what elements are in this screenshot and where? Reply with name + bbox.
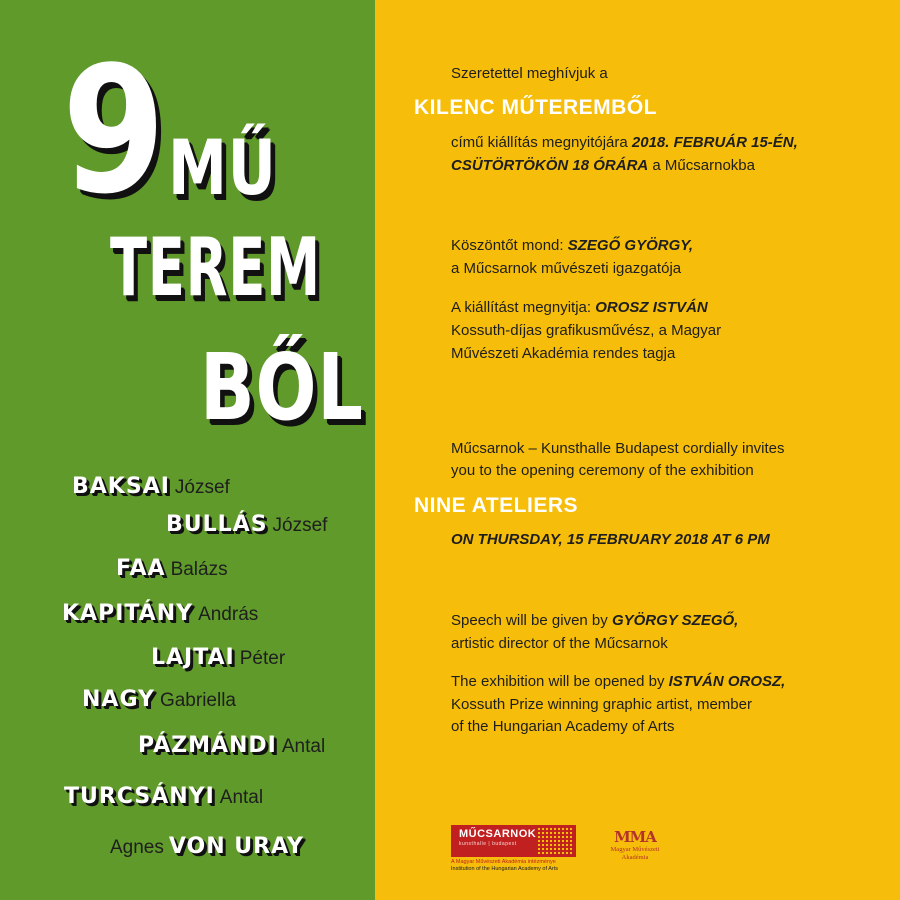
- hu-exhibition-title: KILENC MŰTEREMBŐL: [414, 96, 657, 119]
- artist-given-name: József: [272, 515, 328, 536]
- hu-greeting-role: a Műcsarnok művészeti igazgatója: [451, 260, 682, 277]
- en-speech-role: artistic director of the Műcsarnok: [451, 635, 668, 652]
- artist-surname: TURCSÁNYI: [64, 784, 215, 809]
- en-opener-role-1: Kossuth Prize winning graphic artist, member: [451, 696, 752, 713]
- en-date: ON THURSDAY, 15 FEBRUARY 2018 AT 6 PM: [451, 531, 770, 548]
- artist-given-name: József: [174, 477, 230, 498]
- title-line-3: BŐL: [200, 334, 364, 441]
- hu-opener-role-1: Kossuth-díjas grafikusművész, a Magyar: [451, 322, 722, 339]
- hu-opener-name: OROSZ ISTVÁN: [595, 299, 708, 316]
- artist-surname: BAKSAI: [72, 474, 170, 499]
- artist-given-name: Antal: [219, 787, 264, 808]
- hu-greeting: [451, 235, 693, 257]
- mucsarnok-logo: [451, 825, 576, 873]
- artist-given-name: Agnes: [110, 837, 164, 858]
- text: The exhibition will be opened by: [451, 673, 669, 690]
- en-invite-1: Műcsarnok – Kunsthalle Budapest cordially invites: [451, 440, 785, 457]
- hu-greeting-name: SZEGŐ GYÖRGY,: [567, 237, 694, 254]
- hu-time: CSÜTÖRTÖKÖN 18 ÓRÁRA: [451, 157, 649, 174]
- title-number: 9: [62, 30, 167, 233]
- mma-name-1: Magyar Művészeti: [610, 846, 660, 853]
- artist-kapitany: [62, 601, 258, 626]
- en-opener-name: ISTVÁN OROSZ,: [668, 673, 786, 690]
- hu-opener-role-2: Művészeti Akadémia rendes tagja: [451, 345, 676, 362]
- artist-surname: PÁZMÁNDI: [138, 733, 277, 758]
- artist-surname: NAGY: [82, 687, 155, 712]
- text: Köszöntőt mond:: [451, 237, 568, 254]
- artist-surname: FAA: [116, 556, 166, 581]
- hu-opener: [451, 297, 708, 319]
- artist-faa: [116, 556, 228, 581]
- text: Speech will be given by: [451, 612, 612, 629]
- title-line-1: MŰ: [168, 123, 277, 212]
- artist-nagy: [82, 687, 236, 712]
- hu-invite: Szeretettel meghívjuk a: [451, 65, 608, 82]
- hu-date-line-2: [451, 155, 755, 177]
- text: A kiállítást megnyitja:: [451, 299, 596, 316]
- artist-given-name: Péter: [239, 648, 286, 669]
- en-speech-name: GYÖRGY SZEGŐ,: [611, 612, 739, 629]
- hu-date-line-1: [451, 132, 798, 154]
- en-opener: [451, 671, 785, 693]
- title-line-2: TEREM: [110, 221, 321, 314]
- mma-logo: [600, 828, 670, 873]
- artist-surname: BULLÁS: [166, 512, 268, 537]
- en-opener-role-2: of the Hungarian Academy of Arts: [451, 718, 675, 735]
- artist-pazmandi: [138, 733, 325, 758]
- artist-bullas: [166, 512, 327, 537]
- artist-surname: KAPITÁNY: [62, 601, 194, 626]
- artist-turcsanyi: [64, 784, 263, 809]
- dot-pattern-icon: [537, 827, 573, 855]
- mma-name-2: Akadémia: [621, 854, 649, 861]
- artist-lajtai: [151, 645, 285, 670]
- artist-given-name: Gabriella: [159, 690, 236, 711]
- artist-given-name: Balázs: [170, 559, 228, 580]
- institution-hu: A Magyar Művészeti Akadémia intézménye: [451, 859, 556, 865]
- text: című kiállítás megnyitójára: [451, 134, 632, 151]
- en-invite-2: you to the opening ceremony of the exhibition: [451, 462, 754, 479]
- mucsarnok-logo-name: MŰCSARNOK: [459, 828, 537, 840]
- artist-von-uray: [110, 834, 304, 859]
- en-exhibition-title: NINE ATELIERS: [414, 494, 579, 517]
- institution-en: Institution of the Hungarian Academy of Arts: [451, 866, 559, 872]
- artist-baksai: [72, 474, 230, 499]
- mucsarnok-logo-sub: kunsthalle | budapest: [459, 841, 517, 847]
- hu-date: 2018. FEBRUÁR 15-ÉN,: [631, 134, 798, 151]
- en-speech: [451, 610, 738, 632]
- artist-given-name: András: [198, 604, 259, 625]
- artist-surname: VON URAY: [168, 834, 304, 859]
- text: a Műcsarnokba: [648, 157, 755, 174]
- artist-surname: LAJTAI: [151, 645, 235, 670]
- artist-given-name: Antal: [281, 736, 326, 757]
- mma-mark-icon: MMA: [614, 828, 656, 846]
